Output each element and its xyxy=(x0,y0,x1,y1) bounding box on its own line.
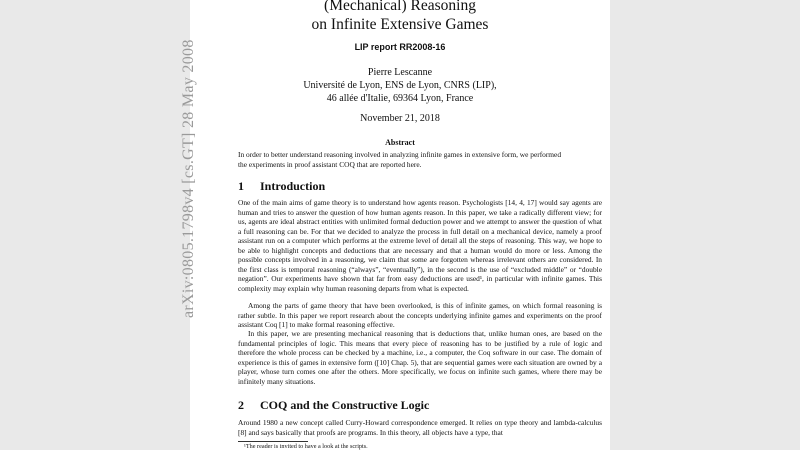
section-1-heading xyxy=(238,179,325,194)
author-affiliation: Université de Lyon, ENS de Lyon, CNRS (LIP), xyxy=(303,80,497,91)
footnote-rule xyxy=(238,441,308,442)
footnote: ¹The reader is invited to have a look at the scripts. xyxy=(244,443,368,450)
section-1-paragraph-3: In this paper, we are presenting mechanical reasoning that is deductions that, unlike human ones, are based on the fundamental principles of logic. This means that every piece of reasoning has to be justified by a rule of logic and therefore the whole process can be checked by a machine, i.e., a computer, the Coq software in our case. The domain of experience is this of games in extensive form ([10] Chap. 5), that are sequential games were each situation are owned by a player, whose turn comes one after the others. More specifically, we focus on infinite such games, where there may be infinitely many situations. xyxy=(238,329,602,386)
abstract-text: In order to better understand reasoning involved in analyzing infinite games in extensive form, we performed the experiments in proof assistant COQ that are reported here. xyxy=(238,150,562,169)
author-name: Pierre Lescanne xyxy=(367,67,433,78)
section-2-number: 2 xyxy=(238,398,244,412)
abstract-heading: Abstract xyxy=(385,138,415,147)
paper-date: November 21, 2018 xyxy=(360,113,440,124)
section-1-paragraph-1: One of the main aims of game theory is to understand how agents reason. Psychologists [14, 4, 17] would say agents are human and tries to answer the question of how human agents reason. In this paper, we take a radically different view; for us, agents are ideal abstract entities with unlimited formal deduction power and we attempt to answer the question of what a full reasoning can be. For that we decided to analyze the process in full detail on a mechanical device, namely a proof assistant run on a computer which performs at the extreme level of detail all the steps of reasoning. This way, we hope to be able to highlight concepts and deductions that are necessary and that a human would do more or less. Among the possible concepts involved in a reasoning, we claim that some are forgotten whereas irrelevant others are considered. In the first class is temporal reasoning (“always”, “eventually”), in the second is the use of “excluded middle” or “double negation”. Our experiments have shown that far from easy deductions are used¹, in particular with infinite games. This complexity may explain why human reasoning departs from what is expected. xyxy=(238,198,602,293)
paper-title-line-2: on Infinite Extensive Games xyxy=(311,16,489,33)
arxiv-identifier: arXiv:0805.1798v4 [cs.GT] 28 May 2008 xyxy=(180,39,197,318)
author-address: 46 allée d'Italie, 69364 Lyon, France xyxy=(326,93,474,104)
section-1-paragraph-2: Among the parts of game theory that have been overlooked, is this of infinite games, on which formal reasoning is rather subtle. In this paper we report research about the concepts underlying infinite games and experiments on the proof assistant Coq [1] to make formal reasoning effective. xyxy=(238,301,602,330)
section-1-number: 1 xyxy=(238,179,244,193)
section-2-title: COQ and the Constructive Logic xyxy=(260,398,430,412)
report-number: LIP report RR2008-16 xyxy=(354,42,446,52)
section-1-title: Introduction xyxy=(260,179,326,193)
section-2-heading xyxy=(238,398,429,413)
section-2-paragraph-1: Around 1980 a new concept called Curry-Howard correspondence emerged. It relies on type theory and lambda-calculus [8] and says basically that proofs are programs. In this theory, all objects have a type, that xyxy=(238,418,602,437)
paper-title-line-1: (Mechanical) Reasoning xyxy=(324,0,476,14)
